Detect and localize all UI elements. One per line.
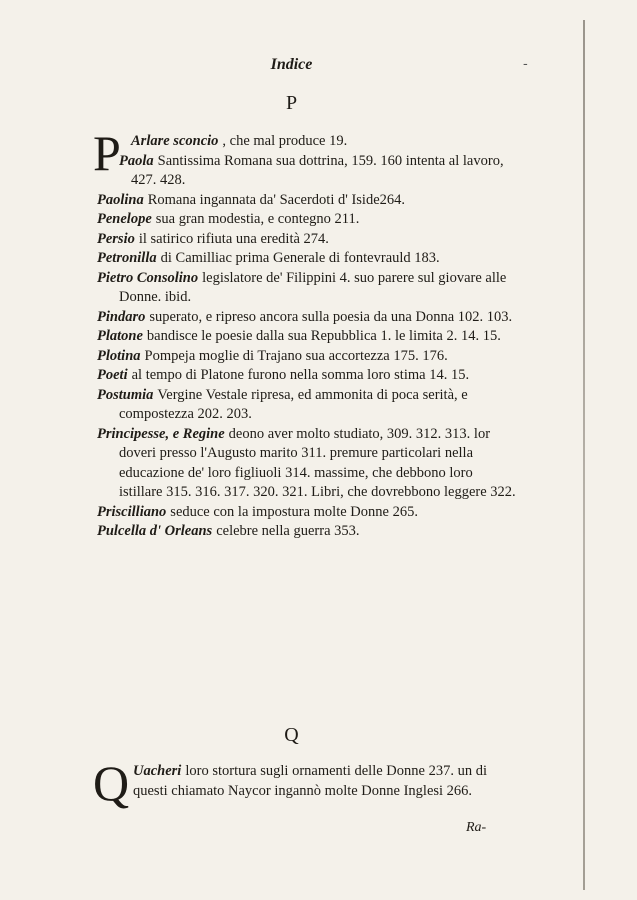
section-p-entries <box>97 132 517 542</box>
section-letter-p: P <box>285 92 298 114</box>
edge-mark: - <box>523 56 528 72</box>
entry-text: legislatore de' Filippini 4. suo parere sul giovare alle Donne. ibid. <box>119 269 507 305</box>
entry-text: seduce con la impostura molte Donne 265. <box>170 503 418 520</box>
entry-headword: Priscilliano <box>97 503 167 520</box>
entry-text: Santissima Romana sua dottrina, 159. 160 intenta al lavoro, 427. 428. <box>131 152 504 188</box>
dropcap-p: P <box>93 125 121 181</box>
entry-text: loro stortura sugli ornamenti delle Donne 237. un di questi chiamato Naycor ingannò molte Donne Inglesi 266. <box>133 763 487 799</box>
entry-headword: Platone <box>97 328 143 344</box>
index-entry <box>97 347 517 367</box>
entry-headword: Pindaro <box>97 308 146 325</box>
entry-headword: Penelope <box>97 211 152 227</box>
index-entry <box>97 386 517 425</box>
entry-text: il satirico rifiuta una eredità 274. <box>138 230 329 247</box>
index-entry <box>97 230 517 250</box>
entry-headword: Principesse, e Regine <box>97 425 225 442</box>
entry-text: deono aver molto studiato, 309. 312. 313. lor doveri presso l'Augusto marito 311. premure particolari nella educazione de' loro figliuoli 314. massime, che debbono loro istillare 315. 316. 317. 320. 321. Libri, che dovrebbono leggere 322. <box>119 425 516 500</box>
entry-headword: Persio <box>97 230 135 247</box>
index-entry <box>97 210 517 230</box>
catchword: Ra- <box>466 820 487 835</box>
index-entry <box>97 191 517 211</box>
entry-text: al tempo di Platone furono nella somma loro stima 14. 15. <box>131 367 470 383</box>
index-entry <box>97 249 517 269</box>
index-entry <box>97 425 517 503</box>
entry-headword: Plotina <box>97 347 141 364</box>
entry-headword: Poeti <box>97 367 128 383</box>
entry-text: Romana ingannata da' Sacerdoti d' Iside264. <box>147 191 406 208</box>
index-entry <box>97 366 517 386</box>
entry-text: sua gran modestia, e contegno 211. <box>155 211 360 227</box>
entry-headword: Pulcella d' Orleans <box>97 523 213 539</box>
entry-headword: Paolina <box>97 191 144 208</box>
page-title: Indice <box>270 56 313 73</box>
index-entry <box>97 522 517 542</box>
page-edge <box>583 20 585 890</box>
index-entry <box>97 503 517 523</box>
entry-headword: Paola <box>119 152 154 169</box>
index-entry <box>97 762 517 801</box>
entry-headword: Postumia <box>97 386 154 403</box>
entry-headword: Pietro Consolino <box>97 269 199 286</box>
index-entry <box>97 269 517 308</box>
index-entry <box>97 308 517 328</box>
index-entry <box>97 132 517 152</box>
section-q-entries <box>97 762 517 801</box>
section-letter-q: Q <box>284 724 299 746</box>
entry-text: celebre nella guerra 353. <box>216 523 360 539</box>
entry-text: di Camilliac prima Generale di fontevrauld 183. <box>160 250 440 266</box>
entry-text: bandisce le poesie dalla sua Repubblica 1. le limita 2. 14. 15. <box>146 328 501 344</box>
index-entry <box>97 327 517 347</box>
entry-text: Pompeja moglie di Trajano sua accortezza 175. 176. <box>144 347 448 364</box>
entry-headword: Petronilla <box>97 250 157 266</box>
index-entry <box>97 152 517 191</box>
entry-headword: Arlare sconcio <box>131 133 219 149</box>
entry-text: Vergine Vestale ripresa, ed ammonita di poca serità, e compostezza 202. 203. <box>119 386 468 422</box>
entry-text: superato, e ripreso ancora sulla poesia da una Donna 102. 103. <box>149 308 513 325</box>
entry-headword: Uacheri <box>133 763 182 779</box>
dropcap-q: Q <box>93 755 130 811</box>
entry-text: , che mal produce 19. <box>222 133 348 149</box>
